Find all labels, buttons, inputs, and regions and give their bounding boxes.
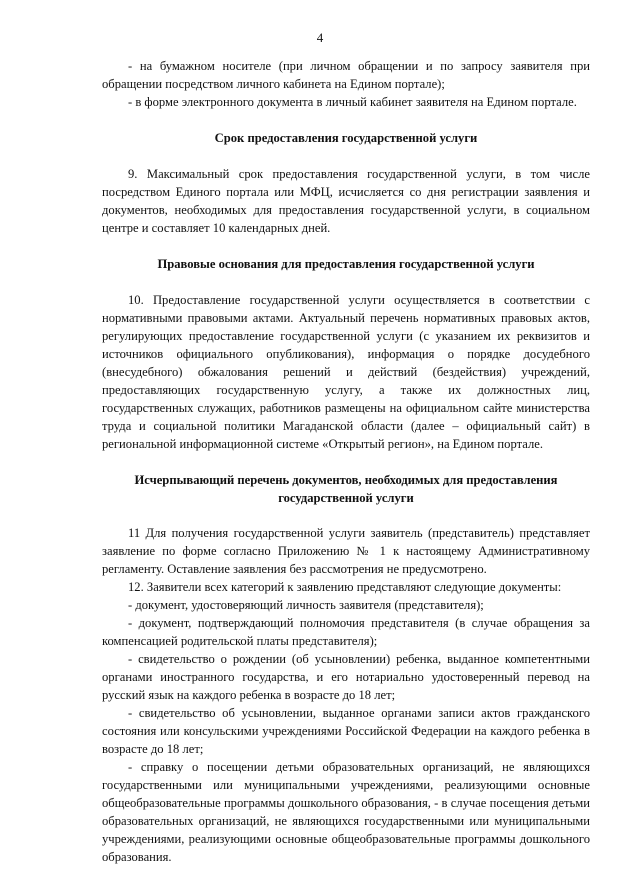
section-heading-legal-basis: Правовые основания для предоставления государственной услуги xyxy=(157,257,535,271)
intro-paragraph-2: - в форме электронного документа в личный кабинет заявителя на Едином портале. xyxy=(128,95,577,109)
paragraph-11: 11 Для получения государственной услуги заявитель (представитель) представляет заявление по форме согласно Приложению № 1 к настоящему Административному регламенту. Оставление заявления без рассмотрения не предусмотрено. xyxy=(102,526,590,576)
paragraph-9: 9. Максимальный срок предоставления государственной услуги, в том числе посредством Единого портала или МФЦ, исчисляется со дня регистрации заявления и документов, необходимых для предоставления государственной услуги, в социальном центре и составляет 10 календарных дней. xyxy=(102,167,590,235)
section-heading-term: Срок предоставления государственной услуги xyxy=(214,131,478,145)
paragraph-12: 12. Заявители всех категорий к заявлению представляют следующие документы: xyxy=(128,580,562,594)
paragraph-10: 10. Предоставление государственной услуги осуществляется в соответствии с нормативными правовыми актами. Актуальный перечень нормативных правовых актов, регулирующих предоставление государственной услуги (с указанием их реквизитов и источников официального опубликования), информация о порядке досудебного (внесудебного) обжалования решений и действий (бездействия) учреждений, предоставляющих государственную услугу, а также их должностных лиц, государственных служащих, работников размещены на официальном сайте министерства труда и социальной политики Магаданской области (далее – официальный сайт) в региональной информационной системе «Открытый регион», на Едином портале. xyxy=(102,293,590,451)
document-item-authority: - документ, подтверждающий полномочия представителя (в случае обращения за компенсацией родительской платы представителя); xyxy=(102,616,590,648)
document-item-attendance-certificate: - справку о посещении детьми образовательных организаций, не являющихся государственными или муниципальными учреждениями, реализующими основные общеобразовательные программы дошкольного образования, - в случае посещения детьми образовательных организаций, не являющихся государственными или муниципальными учреждениями, реализующими основные общеобразовательные программы дошкольного образования. xyxy=(102,760,590,864)
document-item-identity: - документ, удостоверяющий личность заявителя (представителя); xyxy=(128,598,484,612)
section-heading-documents: Исчерпывающий перечень документов, необходимых для предоставления государственной услуги xyxy=(134,473,558,505)
intro-paragraph-1: - на бумажном носителе (при личном обращении и по запросу заявителя при обращении посредством личного кабинета на Едином портале); xyxy=(102,59,590,91)
document-item-birth-certificate: - свидетельство о рождении (об усыновлении) ребенка, выданное компетентными органами иностранного государства, и его нотариально удостоверенный перевод на русский язык на каждого ребенка в возрасте до 18 лет; xyxy=(102,652,590,702)
document-body xyxy=(102,57,590,866)
document-item-adoption-certificate: - свидетельство об усыновлении, выданное органами записи актов гражданского состояния или консульскими учреждениями Российской Федерации на каждого ребенка в возрасте до 18 лет; xyxy=(102,706,590,756)
page-number: 4 xyxy=(316,30,324,45)
